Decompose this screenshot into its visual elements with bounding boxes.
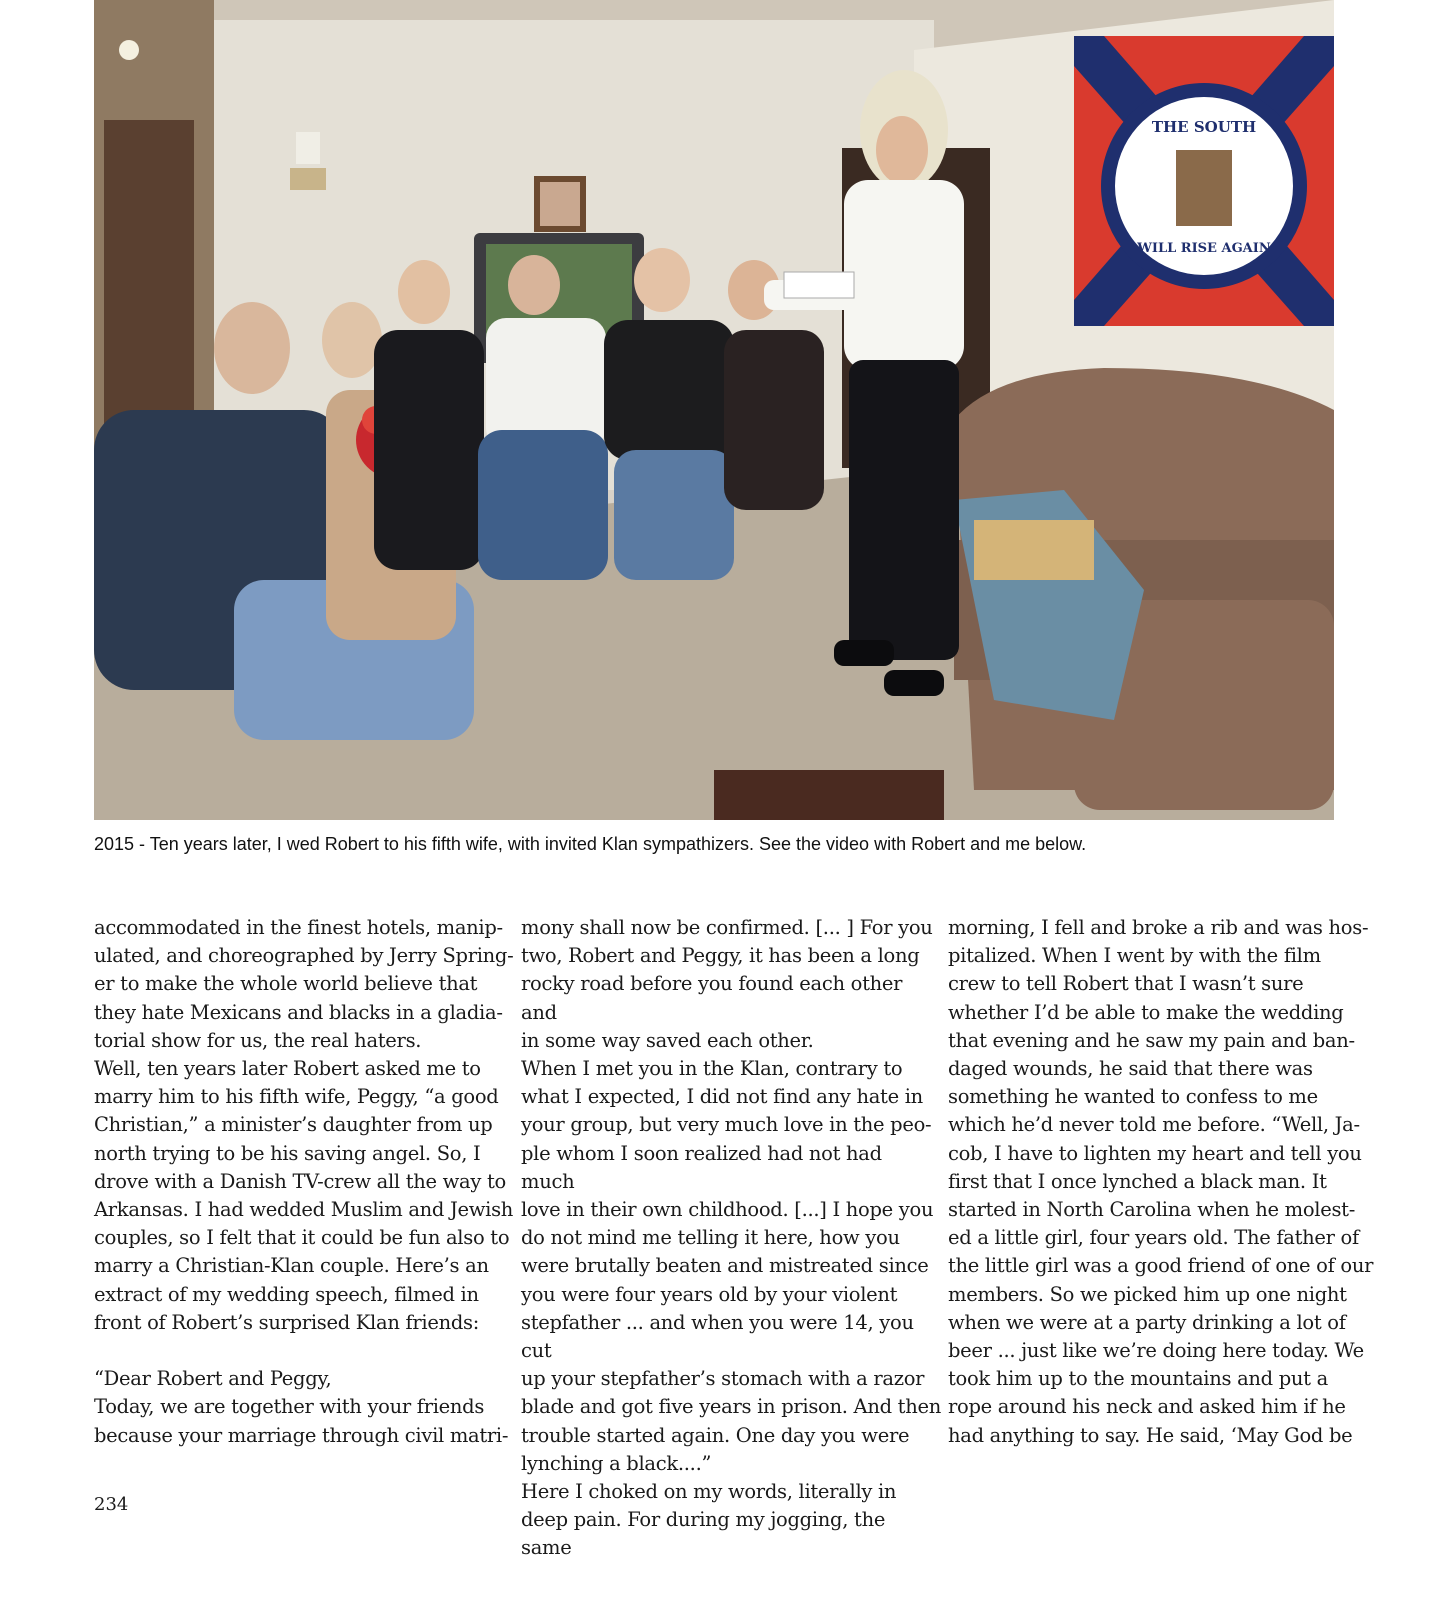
flag-image bbox=[1074, 36, 1334, 326]
text-column-3: morning, I fell and broke a rib and was hos- pitalized. When I went by with the film crew to tell Robert that I wasn’t sure whether I’d be able to make the wedding that evening and he saw my pain and ban- daged wounds, he said that there was something he wanted to confess to me which he’d never told me before. “Well, Ja- cob, I have to lighten my heart and tell you first that I once lynched a black man. It started in North Carolina when he molest- ed a little girl, four years old. The father of the little girl was a good friend of one of our members. So we picked him up one night when we were at a party drinking a lot of beer ... just like we’re doing here today. We took him up to the mountains and put a rope around his neck and asked him if he had anything to say. He said, ‘May God be bbox=[948, 916, 1374, 1447]
text-column-2: mony shall now be confirmed. [... ] For you two, Robert and Peggy, it has been a long rocky road before you found each other and in some way saved each other. When I met you in the Klan, contrary to what I expected, I did not find any hate in your group, but very much love in the peo- ple whom I soon realized had not had much love in their own childhood. [...] I hope you do not mind me telling it here, how you were brutally beaten and mistreated since you were four years old by your violent stepfather ... and when you were 14, you cut up your stepfather’s stomach with a razor blade and got five years in prison. And then trouble started again. One day you were lynching a black....” Here I choked on my words, literally in deep pain. For during my jogging, the same bbox=[521, 916, 941, 1560]
page-number: 234 bbox=[94, 1494, 129, 1515]
sofa bbox=[954, 368, 1334, 810]
flag-text-bottom: WILL RISE AGAIN bbox=[1137, 241, 1271, 256]
text-column-1: accommodated in the finest hotels, manip- ulated, and choreographed by Jerry Spring- er to make the whole world believe that they hate Mexicans and blacks in a gladia- torial show for us, the real haters. Well, ten years later Robert asked me to marry him to his fifth wife, Peggy, “a good Christian,” a minister’s daughter from up north trying to be his saving angel. So, I drove with a Danish TV-crew all the way to Arkansas. I had wedded Muslim and Jewish couples, so I felt that it could be fun also to marry a Christian-Klan couple. Here’s an extract of my wedding speech, filmed in front of Robert’s surprised Klan friends: “Dear Robert and Peggy, Today, we are together with your friends because your marriage through civil matri- bbox=[94, 916, 514, 1447]
flag-text-top: THE SOUTH bbox=[1151, 118, 1257, 136]
photo-caption: 2015 - Ten years later, I wed Robert to his fifth wife, with invited Klan sympathizers. See the video with Robert and me below. bbox=[94, 834, 1087, 854]
photo bbox=[94, 0, 1334, 820]
